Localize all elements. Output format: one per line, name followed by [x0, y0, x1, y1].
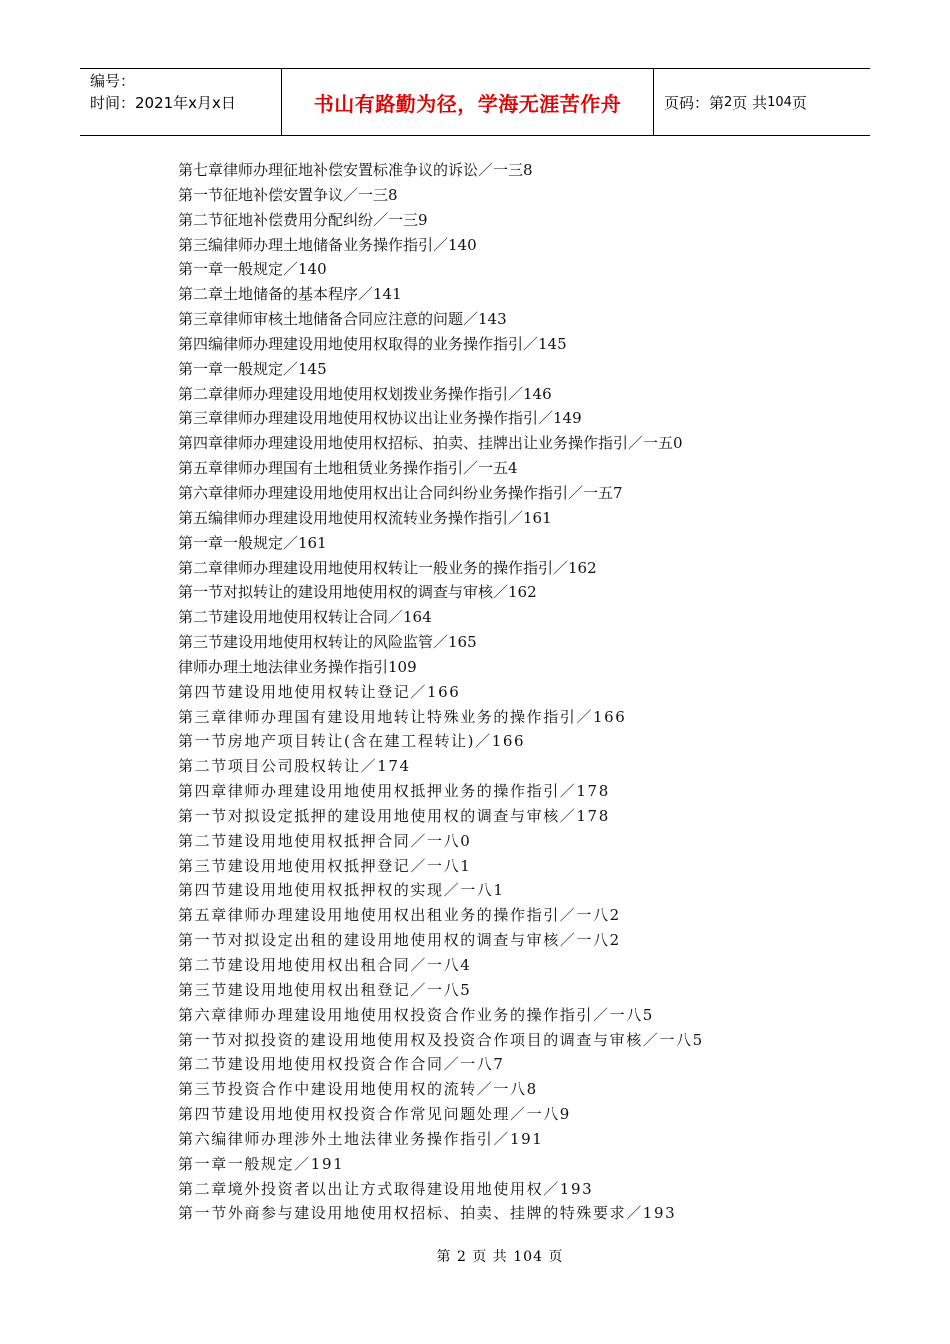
document-number-label: 编号：	[90, 72, 136, 90]
header-motto: 书山有路勤为径，学海无涯苦作舟	[313, 91, 622, 116]
toc-entry: 第一节对拟投资的建设用地使用权及投资合作项目的调查与审核／一八5	[178, 1030, 704, 1049]
toc-entry: 第二节建设用地使用权转让合同／164	[178, 608, 432, 627]
toc-entry: 第七章律师办理征地补偿安置标准争议的诉讼／一三8	[178, 161, 533, 179]
toc-entry: 第一章一般规定／140	[178, 260, 327, 279]
page-number: 2	[724, 94, 733, 110]
toc-entry: 第一节外商参与建设用地使用权招标、拍卖、挂牌的特殊要求／193	[178, 1204, 677, 1223]
toc-entry: 第二节项目公司股权转让／174	[178, 757, 411, 776]
toc-entry: 第二章土地储备的基本程序／141	[178, 285, 402, 304]
toc-entry: 第二章律师办理建设用地使用权划拨业务操作指引／146	[178, 384, 552, 403]
header-page-info	[654, 69, 870, 135]
toc-entry: 第五章律师办理建设用地使用权出租业务的操作指引／一八2	[178, 906, 621, 925]
toc-entry: 律师办理土地法律业务操作指引109	[178, 657, 417, 676]
toc-entry: 第三节建设用地使用权抵押登记／一八1	[178, 856, 472, 875]
toc-entry: 第三章律师审核土地储备合同应注意的问题／143	[178, 310, 507, 329]
toc-entry: 第一节对拟转让的建设用地使用权的调查与审核／162	[178, 583, 537, 602]
toc-entry: 第四章律师办理建设用地使用权招标、拍卖、挂牌出让业务操作指引／一五0	[178, 434, 683, 453]
toc-entry: 第二节建设用地使用权抵押合同／一八0	[178, 831, 472, 850]
toc-entry: 第三章律师办理建设用地使用权协议出让业务操作指引／149	[178, 409, 582, 428]
toc-entry: 第二节建设用地使用权投资合作合同／一八7	[178, 1055, 505, 1074]
toc-entry: 第一章一般规定／145	[178, 359, 327, 378]
toc-entry: 第六章律师办理建设用地使用权投资合作业务的操作指引／一八5	[178, 1005, 654, 1024]
toc-entry: 第一章一般规定／161	[178, 533, 327, 552]
toc-entry: 第四章律师办理建设用地使用权抵押业务的操作指引／178	[178, 782, 610, 801]
toc-entry: 第二章律师办理建设用地使用权转让一般业务的操作指引／162	[178, 558, 597, 577]
toc-entry: 第一节对拟设定出租的建设用地使用权的调查与审核／一八2	[178, 931, 621, 950]
page-prefix: 页码：第	[664, 93, 725, 112]
toc-entry: 第一节房地产项目转让(含在建工程转让)／166	[178, 732, 526, 751]
toc-entry: 第四节建设用地使用权抵押权的实现／一八1	[178, 881, 505, 900]
page-total: 104	[767, 94, 792, 110]
toc-entry: 第三节建设用地使用权出租登记／一八5	[178, 980, 472, 999]
page-header	[80, 68, 870, 136]
toc-entry: 第一章一般规定／191	[178, 1154, 345, 1173]
page-footer: 第 2 页 共 104 页	[436, 1249, 564, 1265]
toc-entry: 第三编律师办理土地储备业务操作指引／140	[178, 235, 477, 254]
header-meta-cell	[80, 69, 282, 135]
toc-entry: 第五编律师办理建设用地使用权流转业务操作指引／161	[178, 508, 552, 527]
document-date: 时间：2021年x月x日	[90, 94, 236, 112]
table-of-contents	[178, 158, 878, 1226]
page-mid: 页 共	[732, 93, 768, 112]
toc-entry: 第四节建设用地使用权转让登记／166	[178, 682, 461, 701]
toc-entry: 第一节对拟设定抵押的建设用地使用权的调查与审核／178	[178, 806, 610, 825]
toc-entry: 第六章律师办理建设用地使用权出让合同纠纷业务操作指引／一五7	[178, 483, 623, 502]
page-suffix: 页	[791, 93, 807, 112]
toc-entry: 第四节建设用地使用权投资合作常见问题处理／一八9	[178, 1105, 571, 1124]
toc-entry: 第一节征地补偿安置争议／一三8	[178, 185, 398, 204]
toc-entry: 第三章律师办理国有建设用地转让特殊业务的操作指引／166	[178, 707, 627, 726]
toc-entry: 第三节建设用地使用权转让的风险监管／165	[178, 633, 477, 652]
toc-entry: 第二章境外投资者以出让方式取得建设用地使用权／193	[178, 1179, 594, 1198]
toc-entry: 第二节征地补偿费用分配纠纷／一三9	[178, 210, 428, 229]
toc-entry: 第四编律师办理建设用地使用权取得的业务操作指引／145	[178, 334, 567, 353]
toc-entry: 第二节建设用地使用权出租合同／一八4	[178, 956, 472, 974]
toc-entry: 第三节投资合作中建设用地使用权的流转／一八8	[178, 1080, 538, 1099]
toc-entry: 第五章律师办理国有土地租赁业务操作指引／一五4	[178, 459, 518, 478]
toc-entry: 第六编律师办理涉外土地法律业务操作指引／191	[178, 1129, 544, 1148]
header-motto-cell	[282, 69, 654, 135]
